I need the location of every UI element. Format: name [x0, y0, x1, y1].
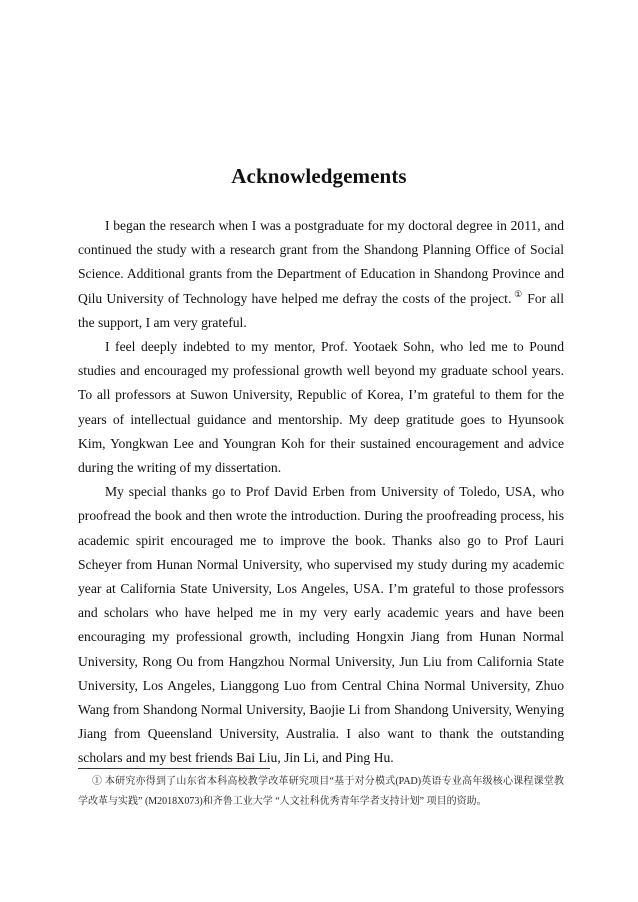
paragraph-1 [78, 214, 564, 335]
paragraph-3: My special thanks go to Prof David Erben from University of Toledo, USA, who proofread the book and then wrote the introduction. During the proofreading process, his academic spirit encouraged me to improve the book. Thanks also go to Prof Lauri Scheyer from Hunan Normal University, who supervised my study during my academic year at California State University, Los Angeles, USA. I’m grateful to those professors and scholars who have helped me in my very early academic years and have been encouraging my professional growth, including Hongxin Jiang from Hunan Normal University, Rong Ou from Hangzhou Normal University, Jun Liu from California State University, Los Angeles, Lianggong Luo from Central China Normal University, Zhuo Wang from Shandong Normal University, Baojie Li from Shandong University, Wenying Jiang from Queensland University, Australia. I also want to thank the outstanding scholars and my best friends Bai Liu, Jin Li, and Ping Hu. [78, 484, 564, 766]
paragraph-1-text-end: For all the support, I am very grateful. [78, 290, 564, 330]
footnote: ① 本研究亦得到了山东省本科高校教学改革研究项目“基于对分模式(PAD)英语专业高年级核心课程课堂教学改革与实践” (M2018X073)和齐鲁工业大学 “人文社科优秀青年学者支持计划” 项目的资助。 [78, 776, 564, 807]
paragraph-2: I feel deeply indebted to my mentor, Prof. Yootaek Sohn, who led me to Pound studies and encouraged my professional growth well beyond my graduate school years. To all professors at Suwon University, Republic of Korea, I’m grateful to them for the years of intellectual guidance and mentorship. My deep gratitude goes to Hyunsook Kim, Yongkwan Lee and Youngran Koh for their sustained encouragement and advice during the writing of my dissertation. [78, 339, 564, 476]
paragraph-1-text: I began the research when I was a postgraduate for my doctoral degree in 2011, and continued the study with a research grant from the Shandong Planning Office of Social Science. Additional grants from the Department of Education in Shandong Province and Qilu University of Technology have helped me defray the costs of the project. [78, 218, 564, 306]
footnote-divider [78, 768, 270, 769]
acknowledgements-body [78, 214, 564, 771]
page-title: Acknowledgements [231, 164, 407, 188]
footnote-reference-marker[interactable]: ① [513, 289, 524, 300]
